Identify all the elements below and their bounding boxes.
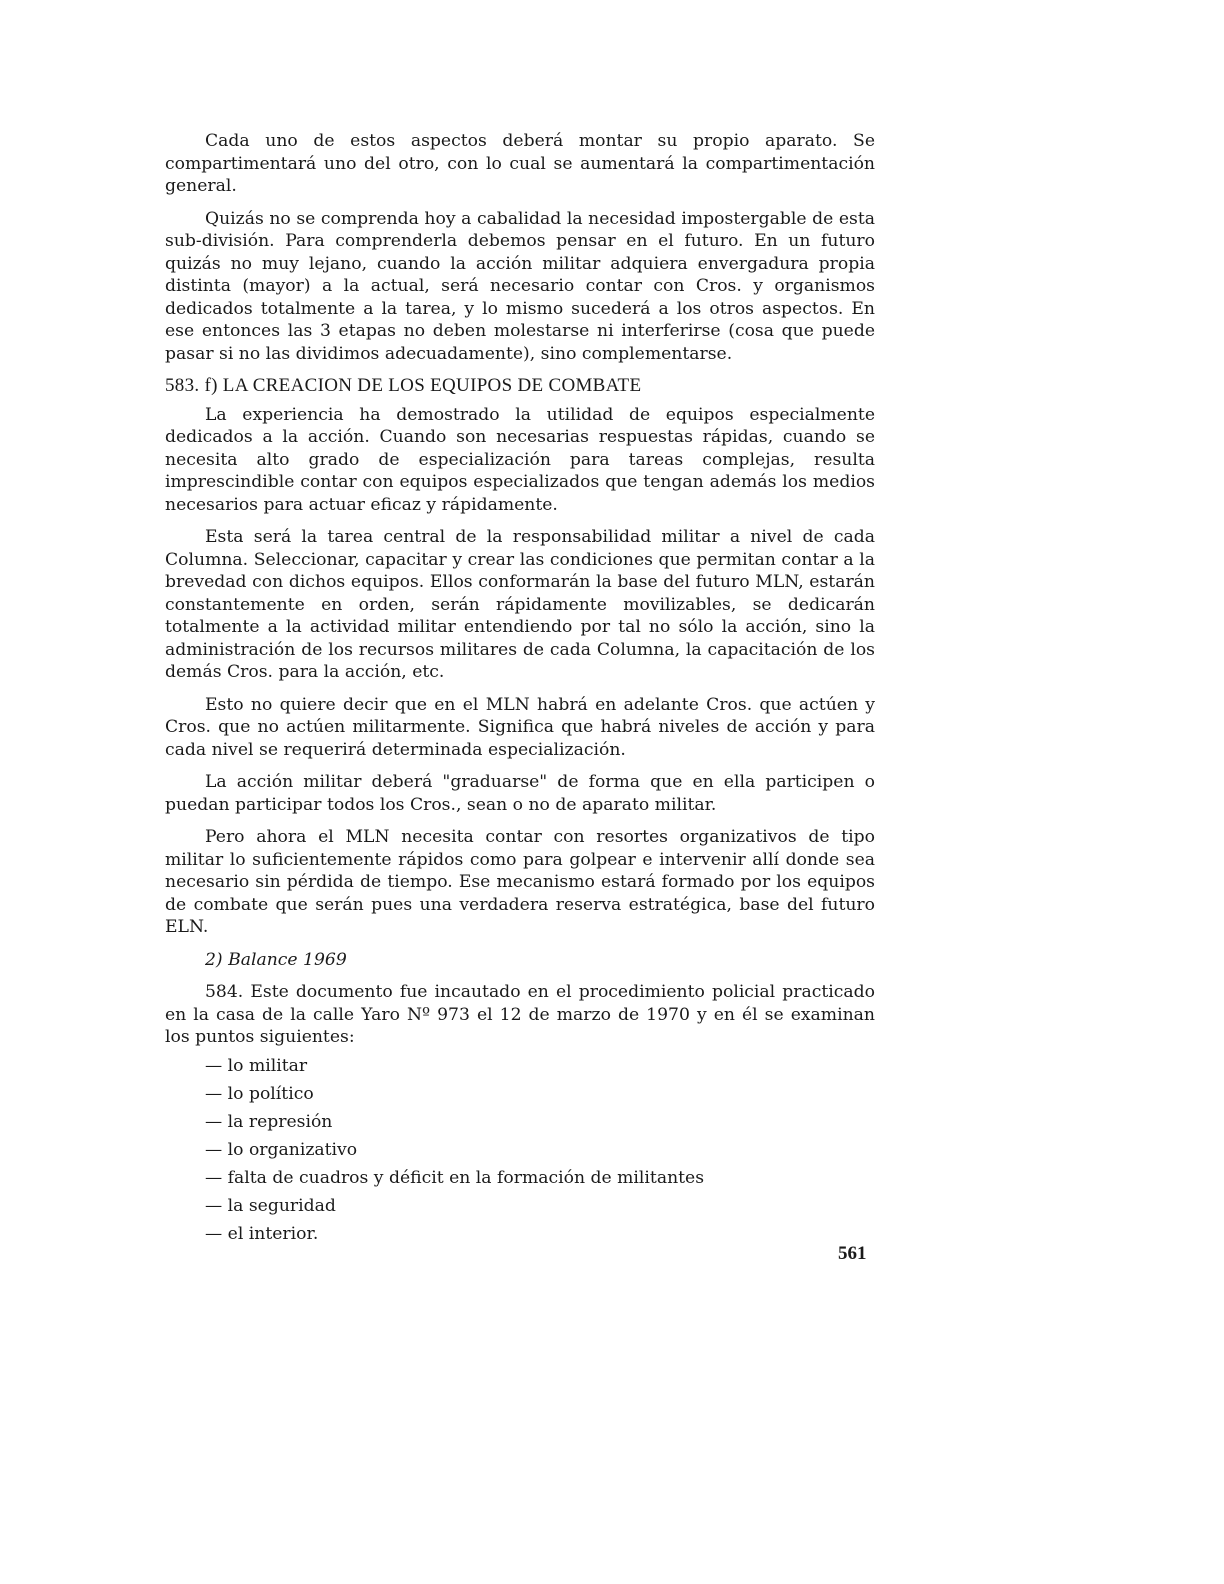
paragraph-583-levels: Esto no quiere decir que en el MLN habrá en adelante Cros. que actúen y Cros. que no actúen militarmente. Significa que habrá niveles de acción y para cada nivel se requerirá determinada especialización. xyxy=(165,694,875,760)
paragraph-584: 584. Este documento fue incautado en el procedimiento policial practicado en la casa de la calle Yaro Nº 973 el 12 de marzo de 1970 y en él se examinan los puntos siguientes: xyxy=(165,982,875,1047)
section-heading-583: 583. f) LA CREACION DE LOS EQUIPOS DE COMBATE xyxy=(165,375,642,396)
paragraph-583-reserve: Pero ahora el MLN necesita contar con resortes organizativos de tipo militar lo suficientemente rápidos como para golpear e intervenir allí donde sea necesario sin pérdida de tiempo. Ese mecanismo estará formado por los equipos de combate que serán pues una verdadera reserva estratégica, base del futuro ELN. xyxy=(165,827,875,937)
paragraph-subdivision: Quizás no se comprenda hoy a cabalidad la necesidad impostergable de esta sub-división. Para comprenderla debemos pensar en el futuro. En un futuro quizás no muy lejano, cuando la acción militar adquiera envergadura propia distinta (mayor) a la actual, será necesario contar con Cros. y organismos dedicados totalmente a la tarea, y lo mismo sucederá a los otros aspectos. En ese entonces las 3 etapas no deben molestarse ni interferirse (cosa que puede pasar si no las dividimos adecuadamente), sino complementarse. xyxy=(165,208,875,364)
list-item: — la represión xyxy=(205,1111,333,1132)
list-item: — lo militar xyxy=(205,1055,308,1076)
document-page xyxy=(165,130,875,1251)
points-list xyxy=(205,1055,875,1246)
page-number: 561 xyxy=(838,1243,867,1264)
list-item: — lo organizativo xyxy=(205,1139,358,1160)
list-item: — falta de cuadros y déficit en la formación de militantes xyxy=(205,1167,705,1188)
paragraph-compartimentation: Cada uno de estos aspectos deberá montar su propio aparato. Se compartimentará uno del otro, con lo cual se aumentará la compartimentación general. xyxy=(165,131,875,196)
list-item: — lo político xyxy=(205,1083,314,1104)
subheading-balance: 2) Balance 1969 xyxy=(205,949,347,970)
paragraph-583-graduate: La acción militar deberá "graduarse" de forma que en ella participen o puedan participar todos los Cros., sean o no de aparato militar. xyxy=(165,772,875,815)
paragraph-583-central-task: Esta será la tarea central de la responsabilidad militar a nivel de cada Columna. Seleccionar, capacitar y crear las condiciones que permitan contar a la brevedad con dichos equipos. Ellos conformarán la base del futuro MLN, estarán constantemente en orden, serán rápidamente movilizables, se dedicarán totalmente a la actividad militar entendiendo por tal no sólo la acción, sino la administración de los recursos militares de cada Columna, la capacitación de los demás Cros. para la acción, etc. xyxy=(165,527,875,682)
list-item: — el interior. xyxy=(205,1223,319,1244)
list-item: — la seguridad xyxy=(205,1195,336,1216)
paragraph-583-experience: La experiencia ha demostrado la utilidad de equipos especialmente dedicados a la acción. Cuando son necesarias respuestas rápidas, cuando se necesita alto grado de especialización para tareas complejas, resulta imprescindible contar con equipos especializados que tengan además los medios necesarios para actuar eficaz y rápidamente. xyxy=(165,404,875,515)
